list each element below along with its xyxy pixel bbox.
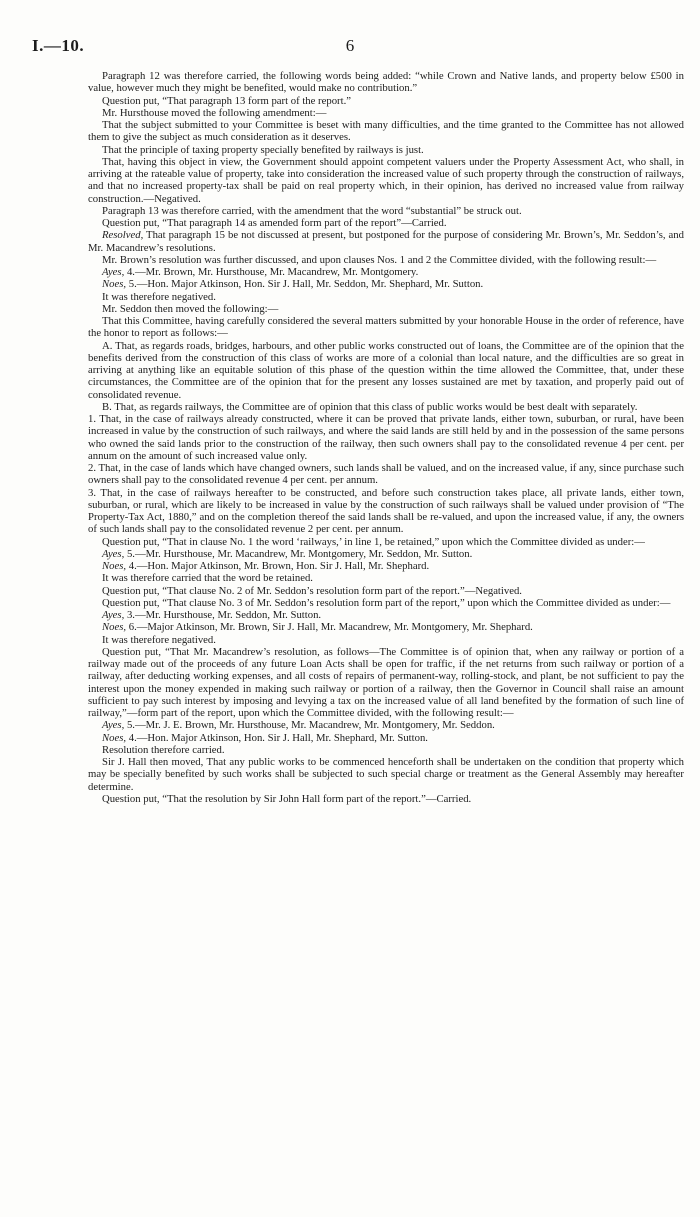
clause-text: That, in the case of lands which have changed owners, such lands shall be valued, and on the increased value, if any, since purchase such owners shall pay to the consolidated revenue 4 per cent. per annum. [88, 462, 684, 487]
clause-list [88, 413, 684, 536]
paragraph: That, having this object in view, the Government should appoint competent valuers under the Property Assessment Act, who shall, in arriving at the rateable value of property, take into consideration the increased value of such property through the construction of railways, and that no increased property-tax shall be paid on real property which, in their opinion, has derived no increased value from railway construction.—Negatived. [88, 155, 684, 205]
noes-names: 5.—Hon. Major Atkinson, Hon. Sir J. Hall, Mr. Seddon, Mr. Shephard, Mr. Sutton. [128, 278, 484, 291]
ayes-names: 5.—Mr. J. E. Brown, Mr. Hursthouse, Mr. Macandrew, Mr. Montgomery, Mr. Seddon. [126, 719, 495, 732]
paragraph: A. That, as regards roads, bridges, harbours, and other public works constructed out of loans, the Committee are of the opinion that the benefits derived from the construction of this class of works are more of a colonial than local nature, and the difficulties are so great in arriving at anything like an equitable solution of this phase of the question within the time allowed the Committee, that, under these circumstances, the Committee are of the opinion that for the present any losses sustained are met by taxation, and properly paid out of consolidated revenue. [88, 339, 684, 401]
vote-noes [88, 278, 684, 290]
paragraph: B. That, as regards railways, the Committee are of opinion that this class of public works would be best dealt with separately. [102, 400, 638, 413]
vote-noes [88, 621, 684, 633]
clause-text: That, in the case of railways already constructed, where it can be proved that private lands, either town, suburban, or rural, have been increased in value by the construction of such railways, and where the said lands are still held by and in the possession of the same persons who owned the said lands prior to the construction of the railway, then such owners shall pay to the consolidated revenue 4 per cent. per annum on the amount of such increased value only. [88, 413, 684, 462]
clause-number: 1. [88, 413, 97, 425]
page-reference: I.—10. [32, 36, 85, 55]
paragraph: It was therefore negatived. [102, 290, 216, 303]
clause-number: 2. [88, 462, 97, 474]
ayes-names: 3.—Mr. Hursthouse, Mr. Seddon, Mr. Sutton. [126, 609, 322, 621]
paragraph: Resolution therefore carried. [102, 743, 225, 756]
resolved-label: Resolved, [102, 229, 144, 242]
noes-label: Noes, [102, 560, 127, 572]
paragraph: Question put, “That in clause No. 1 the word ‘railways,’ in line 1, be retained,” upon which the Committee divided as under:— [102, 535, 645, 548]
clause-item [88, 462, 684, 487]
paragraph: Mr. Brown’s resolution was further discussed, and upon clauses Nos. 1 and 2 the Committee divided, with the following result:— [102, 253, 657, 266]
paragraph: Mr. Hursthouse moved the following amendment:— [102, 106, 327, 119]
clause-item [88, 487, 684, 536]
paragraph: Question put, “That the resolution by Sir John Hall form part of the report.”—Carried. [102, 792, 472, 805]
vote-ayes [88, 548, 684, 560]
clause-item [88, 413, 684, 462]
paragraph: That the subject submitted to your Committee is beset with many difficulties, and the time granted to the Committee has not allowed them to give the subject as much consideration as it deserves. [88, 119, 684, 144]
ayes-label: Ayes, [102, 266, 125, 278]
paragraph: Resolved, That paragraph 15 be not discussed at present, but postponed for the purpose of considering Mr. Brown’s, Mr. Seddon’s, and Mr. Macandrew’s resolutions. [88, 229, 684, 254]
ayes-label: Ayes, [102, 609, 125, 621]
ayes-names: 4.—Mr. Brown, Mr. Hursthouse, Mr. Macandrew, Mr. Montgomery. [126, 266, 419, 278]
clause-text: That, in the case of railways hereafter to be constructed, and before such construction takes place, all private lands, either town, suburban, or rural, which are likely to be increased in value by the construction of such railways shall be valued under provision of “The Property-Tax Act, 1880,” and on the completion thereof the said lands shall be re-valued, and upon the increased value, if any, the owners of such lands shall pay to the consolidated revenue 2 per cent. per annum. [88, 486, 684, 536]
vote-noes [88, 732, 684, 744]
paragraph: Paragraph 13 was therefore carried, with the amendment that the word “substantial” be struck out. [102, 204, 522, 217]
ayes-label: Ayes, [102, 719, 125, 732]
paragraph: Question put, “That clause No. 3 of Mr. Seddon’s resolution form part of the report,” upon which the Committee divided as under:— [102, 596, 671, 609]
noes-names: 6.—Major Atkinson, Mr. Brown, Sir J. Hall, Mr. Macandrew, Mr. Montgomery, Mr. Shephard. [128, 621, 533, 634]
document-body [88, 70, 684, 805]
noes-names: 4.—Hon. Major Atkinson, Hon. Sir J. Hall, Mr. Shephard, Mr. Sutton. [128, 731, 428, 744]
ayes-names: 5.—Mr. Hursthouse, Mr. Macandrew, Mr. Montgomery, Mr. Seddon, Mr. Sutton. [126, 547, 473, 560]
paragraph: Sir J. Hall then moved, That any public works to be commenced henceforth shall be undertaken on the condition that property which may be specially benefited by such works shall be subjected to such special charge or treatment as the General Assembly may hereafter determine. [88, 756, 684, 793]
vote-noes [88, 560, 684, 572]
vote-ayes [88, 609, 684, 621]
paragraph: Question put, “That paragraph 13 form part of the report.” [102, 94, 351, 107]
vote-ayes [88, 719, 684, 731]
paragraph: Question put, “That clause No. 2 of Mr. Seddon’s resolution form part of the report.”—Negatived. [102, 584, 522, 597]
paragraph: It was therefore negatived. [102, 633, 216, 646]
noes-label: Noes, [102, 621, 127, 634]
paragraph: That the principle of taxing property specially benefited by railways is just. [102, 143, 424, 156]
paragraph: Paragraph 12 was therefore carried, the following words being added: “while Crown and Native lands, and property below £500 in value, however much they might be benefited, would make no contribution.” [88, 70, 684, 95]
page-number: 6 [345, 36, 355, 55]
paragraph: Question put, “That Mr. Macandrew’s resolution, as follows—The Committee is of opinion that, when any railway or portion of a railway made out of the proceeds of any future Loan Acts shall be open for traffic, if the net returns from such railway or portion of a railway, after deducting working expenses, and all costs of repairs of permanent-way, rolling-stock, and plant, be not sufficient to pay the interest upon the money expended in making such railway or portion of a railway, then the Governor in Council shall raise an amount sufficient to pay such interest by imposing and levying a tax on the increased value of all land benefited by the formation of such line of railway,”—form part of the report, upon which the Committee divided, with the following result:— [88, 645, 684, 719]
noes-names: 4.—Hon. Major Atkinson, Mr. Brown, Hon. Sir J. Hall, Mr. Shephard. [128, 560, 430, 572]
noes-label: Noes, [102, 731, 127, 744]
paragraph: Question put, “That paragraph 14 as amended form part of the report”—Carried. [102, 217, 447, 229]
ayes-label: Ayes, [102, 547, 125, 560]
paragraph: That this Committee, having carefully considered the several matters submitted by your honorable House in the order of reference, have the honor to report as follows:— [88, 315, 684, 340]
noes-label: Noes, [102, 278, 127, 291]
paragraph: Mr. Seddon then moved the following:— [102, 302, 279, 315]
clause-number: 3. [88, 486, 97, 499]
page-header [32, 36, 668, 58]
paragraph: It was therefore carried that the word be retained. [102, 572, 313, 585]
vote-ayes [88, 266, 684, 278]
